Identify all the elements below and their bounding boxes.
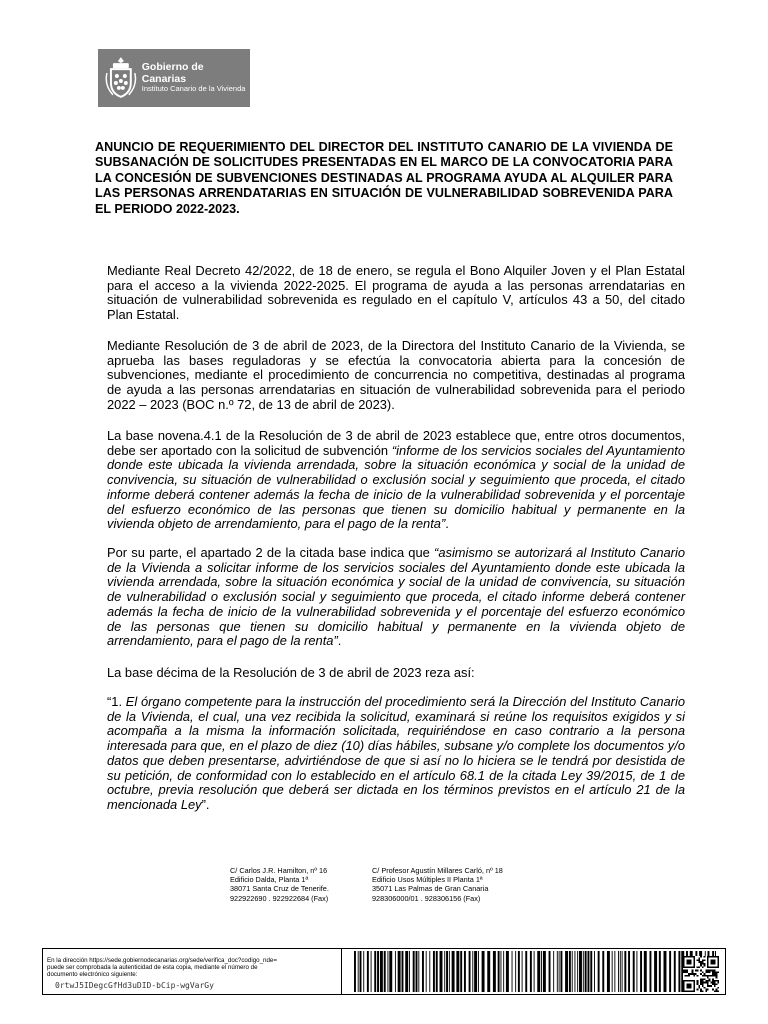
- verification-text-line: documento electrónico siguiente:: [47, 971, 138, 979]
- address-gran-canaria: [372, 866, 503, 903]
- qr-code-icon: [683, 956, 719, 992]
- barcode-icon: [354, 951, 716, 992]
- address-line: 35071 Las Palmas de Gran Canaria: [372, 884, 489, 894]
- coat-of-arms-icon: [104, 55, 138, 101]
- gobierno-canarias-logo: [98, 49, 250, 107]
- paragraph-4-quote: “asimismo se autorizará al Instituto Canario de la Vivienda a solicitar informe de los servicios sociales del Ayuntamiento donde este ubicada la vivienda arrendada, sobre la situación económica y social de la unidad de convivencia, su situación de vulnerabilidad o exclusión social y seguimiento que proceda, el citado informe deberá contener además la fecha de inicio de la vulnerabilidad sobrevenida y el porcentaje del esfuerzo económico de las personas que tienen su domicilio habitual y permanente en la vivienda objeto de arrendamiento, para el pago de la renta”: [107, 545, 686, 649]
- paragraph-3-text: La base novena.4.1 de la Resolución de 3 de abril de 2023 establece que, entre otros documentos, debe ser aportado con la solicitud de subvención: [107, 428, 685, 458]
- address-tenerife: [230, 866, 329, 903]
- paragraph-1: Mediante Real Decreto 42/2022, de 18 de enero, se regula el Bono Alquiler Joven y el Plan Estatal para el acceso a la vivienda 2022-2025. El programa de ayuda a las personas arrendatarias en situación de vulnerabilidad sobrevenida es regulado en el capítulo V, artículos 43 a 50, del citado Plan Estatal.: [107, 263, 685, 323]
- address-line: Edificio Usos Múltiples II Planta 1ª: [372, 875, 483, 885]
- document-code: 0rtwJ5IDegcGfHd3uDID-bCip-wgVarGy: [55, 981, 214, 990]
- paragraph-6-end: ”.: [201, 796, 210, 812]
- paragraph-4: [95, 546, 685, 649]
- paragraph-3: [95, 429, 685, 532]
- paragraph-2: Mediante Resolución de 3 de abril de 2023, de la Directora del Instituto Canario de la Vivienda, se aprueba las bases reguladoras y se efectúa la convocatoria abierta para la concesión de subvenciones, mediante el procedimiento de concurrencia no competitiva, destinadas al programa de ayuda a las personas arrendatarias en situación de vulnerabilidad sobrevenida para el periodo 2022 – 2023 (BOC n.º 72, de 13 de abril de 2023).: [107, 338, 685, 412]
- verification-note: [47, 957, 347, 979]
- paragraph-4-end: .: [337, 633, 342, 649]
- paragraph-6-text: “1.: [107, 694, 126, 709]
- verification-text-line: puede ser comprobada la autenticidad de esta copia, mediante el número de: [47, 964, 258, 972]
- announcement-title: ANUNCIO DE REQUERIMIENTO DEL DIRECTOR DEL INSTITUTO CANARIO DE LA VIVIENDA DE SUBSANACIÓN DE SOLICITUDES PRESENTADAS EN EL MARCO DE LA CONVOCATORIA PARA LA CONCESIÓN DE SUBVENCIONES DESTINADAS AL PROGRAMA AYUDA AL ALQUILER PARA LAS PERSONAS ARRENDATARIAS EN SITUACIÓN DE VULNERABILIDAD SOBREVENIDA PARA EL PERIODO 2022-2023.: [95, 140, 673, 216]
- address-line: C/ Profesor Agustín Millares Carló, nº 18: [372, 866, 503, 875]
- paragraph-4-text: Por su parte, el apartado 2 de la citada base indica que: [107, 545, 435, 560]
- logo-title: Gobierno de Canarias: [141, 61, 204, 85]
- address-line: Edificio Dalda, Planta 1ª: [230, 875, 309, 885]
- verification-footer: [42, 948, 726, 995]
- paragraph-6: [95, 695, 685, 813]
- paragraph-5: La base décima de la Resolución de 3 de abril de 2023 reza así:: [107, 665, 475, 680]
- paragraph-3-quote: “informe de los servicios sociales del Ayuntamiento donde este ubicada la vivienda arrendada, sobre la situación económica y social de la unidad de convivencia, su situación de vulnerabilidad o exclusión social y seguimiento que proceda, el citado informe deberá contener además la fecha de inicio de la vulnerabilidad sobrevenida y el porcentaje del esfuerzo económico de las personas que tienen su domicilio habitual y permanente en la vivienda objeto de arrendamiento, para el pago de la renta”: [107, 442, 685, 532]
- footer-divider: [341, 949, 342, 994]
- paragraph-3-end: .: [445, 516, 449, 532]
- address-line: 38071 Santa Cruz de Tenerife.: [230, 884, 329, 894]
- logo-subtitle: Instituto Canario de la Vivienda: [141, 84, 246, 94]
- verification-url-line: En la dirección https://sede.gobiernodecanarias.org/sede/verifica_doc?codigo_nde=: [47, 957, 277, 964]
- paragraph-6-quote: El órgano competente para la instrucción del procedimiento será la Dirección del Instituto Canario de la Vivienda, el cual, una vez recibida la solicitud, examinará si reúne los requisitos exigidos y si acompaña a la misma la información solicitada, requiriéndose en caso contrario a la persona interesada para que, en el plazo de diez (10) días hábiles, subsane y/o complete los documentos y/o datos que deben presentarse, advirtiéndose de que si así no lo hiciera se le tendrá por desistida de su petición, de conformidad con lo establecido en el artículo 68.1 de la citada Ley 39/2015, de 1 de octubre, previa resolución que deberá ser dictada en los términos previstos en el artículo 21 de la mencionada Ley: [107, 694, 685, 812]
- address-phone: 928306000/01 . 928306156 (Fax): [372, 893, 481, 903]
- address-line: C/ Carlos J.R. Hamilton, nº 16: [230, 866, 328, 875]
- address-phone: 922922690 . 922922684 (Fax): [230, 893, 329, 903]
